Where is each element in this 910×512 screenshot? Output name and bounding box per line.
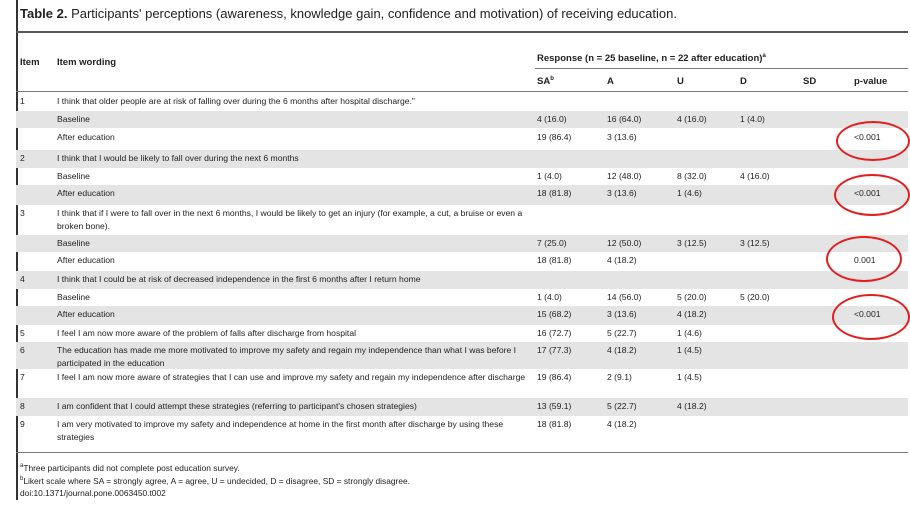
cell-a: 3 (13.6): [607, 309, 637, 319]
cell-d: 5 (20.0): [740, 292, 770, 302]
item-wording: Baseline: [57, 114, 90, 124]
table-row: [16, 342, 908, 369]
item-wording: I think that older people are at risk of falling over during the 6 months after hospital discharge.": [57, 96, 415, 106]
cell-d: 4 (16.0): [740, 171, 770, 181]
cell-pvalue: <0.001: [854, 188, 881, 198]
caption-text: Participants' perceptions (awareness, knowledge gain, confidence and motivation) of receiving education.: [71, 6, 677, 21]
item-number: 8: [20, 401, 25, 411]
header-pvalue: p-value: [854, 76, 888, 87]
item-wording: After education: [57, 188, 115, 198]
cell-sa: 4 (16.0): [537, 114, 567, 124]
cell-a: 12 (48.0): [607, 171, 642, 181]
header-u: U: [677, 76, 684, 87]
table-row: [16, 168, 908, 185]
item-wording: Baseline: [57, 238, 90, 248]
cell-sa: 13 (59.1): [537, 401, 572, 411]
cell-a: 2 (9.1): [607, 372, 632, 382]
annotation-circle: [826, 236, 902, 282]
annotation-circle: [836, 121, 910, 161]
annotation-circle: [832, 294, 910, 340]
table-row: [16, 398, 908, 416]
cell-sa: 1 (4.0): [537, 171, 562, 181]
footnote-b-text: Likert scale where SA = strongly agree, A = agree, U = undecided, D = disagree, SD = strongly disagree.: [23, 476, 410, 486]
item-wording: Baseline: [57, 171, 90, 181]
table-row: [16, 205, 908, 235]
table-row: [16, 129, 908, 150]
header-sa: [537, 76, 554, 87]
cell-sa: 15 (68.2): [537, 309, 572, 319]
footnote-a-text: Three participants did not complete post education survey.: [23, 463, 240, 473]
table-bottom-rule: [16, 452, 908, 453]
cell-u: 4 (18.2): [677, 401, 707, 411]
cell-a: 4 (18.2): [607, 345, 637, 355]
table-row: [16, 235, 908, 252]
cell-pvalue: <0.001: [854, 132, 881, 142]
item-wording: After education: [57, 132, 115, 142]
item-wording: I think that if I were to fall over in the next 6 months, I would be likely to get an injury (for example, a cut, a bruise or even a broken bone).: [57, 208, 523, 231]
header-item: Item: [20, 57, 40, 68]
header-d: D: [740, 76, 747, 87]
header-sa-footnote-marker: b: [550, 75, 554, 82]
cell-u: 3 (12.5): [677, 238, 707, 248]
table-row: [16, 416, 908, 446]
footnote-a: [20, 463, 240, 473]
cell-pvalue: <0.001: [854, 309, 881, 319]
cell-a: 4 (18.2): [607, 419, 637, 429]
item-number: 4: [20, 274, 25, 284]
item-wording: I feel I am now more aware of the problem of falls after discharge from hospital: [57, 328, 357, 338]
item-wording: I feel I am now more aware of strategies that I can use and improve my safety and regain my independence after discharge: [57, 372, 526, 382]
cell-a: 16 (64.0): [607, 114, 642, 124]
annotation-circle: [834, 174, 910, 216]
item-number: 2: [20, 153, 25, 163]
footnote-b-marker: b: [20, 476, 24, 483]
cell-u: 8 (32.0): [677, 171, 707, 181]
cell-sa: 17 (77.3): [537, 345, 572, 355]
cell-sa: 18 (81.8): [537, 255, 572, 265]
table-row: [16, 271, 908, 289]
item-wording: I think that I would be likely to fall over during the next 6 months: [57, 153, 299, 163]
table-row: [16, 306, 908, 325]
item-wording: I think that I could be at risk of decreased independence in the first 6 months after I return home: [57, 274, 421, 284]
header-sa-text: SA: [537, 76, 551, 87]
cell-sa: 19 (86.4): [537, 372, 572, 382]
table-row: [16, 111, 908, 128]
item-wording: Baseline: [57, 292, 90, 302]
cell-u: 1 (4.6): [677, 328, 702, 338]
item-wording: After education: [57, 309, 115, 319]
table-row: [16, 289, 908, 306]
item-number: 1: [20, 96, 25, 106]
item-wording: I am confident that I could attempt these strategies (referring to participant's chosen strategies): [57, 401, 417, 411]
header-a: A: [607, 76, 614, 87]
cell-sa: 1 (4.0): [537, 292, 562, 302]
cell-sa: 7 (25.0): [537, 238, 567, 248]
item-number: 9: [20, 419, 25, 429]
cell-u: 1 (4.5): [677, 372, 702, 382]
item-number: 7: [20, 372, 25, 382]
table-row: [16, 325, 908, 342]
footnote-doi: doi:10.1371/journal.pone.0063450.t002: [20, 488, 166, 498]
cell-a: 3 (13.6): [607, 132, 637, 142]
cell-sa: 18 (81.8): [537, 419, 572, 429]
item-number: 5: [20, 328, 25, 338]
cell-u: 4 (16.0): [677, 114, 707, 124]
cell-a: 3 (13.6): [607, 188, 637, 198]
table-caption: [20, 6, 677, 21]
table-row: [16, 93, 908, 110]
cell-a: 5 (22.7): [607, 328, 637, 338]
cell-sa: 18 (81.8): [537, 188, 572, 198]
cell-u: 1 (4.5): [677, 345, 702, 355]
item-wording: The education has made me more motivated to improve my safety and regain my independence than what I was before I participated in the education: [57, 345, 517, 368]
footnote-b: [20, 476, 410, 486]
cell-sa: 19 (86.4): [537, 132, 572, 142]
caption-label: Table 2.: [20, 6, 68, 21]
cell-a: 14 (56.0): [607, 292, 642, 302]
footnote-a-marker: a: [20, 463, 24, 470]
header-sd: SD: [803, 76, 817, 87]
cell-a: 5 (22.7): [607, 401, 637, 411]
table-row: [16, 252, 908, 271]
cell-d: 1 (4.0): [740, 114, 765, 124]
header-response-footnote-marker: a: [762, 52, 766, 59]
item-number: 3: [20, 208, 25, 218]
header-response-text: Response (n = 25 baseline, n = 22 after education): [537, 53, 763, 64]
table-row: [16, 369, 908, 398]
header-wording: Item wording: [57, 57, 117, 68]
table-row: [16, 150, 908, 168]
item-wording: I am very motivated to improve my safety and independence at home in the first month after discharge by using these strategies: [57, 419, 504, 442]
cell-u: 1 (4.6): [677, 188, 702, 198]
cell-a: 4 (18.2): [607, 255, 637, 265]
header-rule: [16, 91, 908, 92]
cell-a: 12 (50.0): [607, 238, 642, 248]
response-subrule: [535, 68, 908, 69]
cell-u: 5 (20.0): [677, 292, 707, 302]
cell-d: 3 (12.5): [740, 238, 770, 248]
caption-rule: [16, 31, 908, 33]
cell-sa: 16 (72.7): [537, 328, 572, 338]
header-response: [537, 53, 766, 64]
item-wording: After education: [57, 255, 115, 265]
table-row: [16, 185, 908, 205]
item-number: 6: [20, 345, 25, 355]
cell-u: 4 (18.2): [677, 309, 707, 319]
cell-pvalue: 0.001: [854, 255, 876, 265]
